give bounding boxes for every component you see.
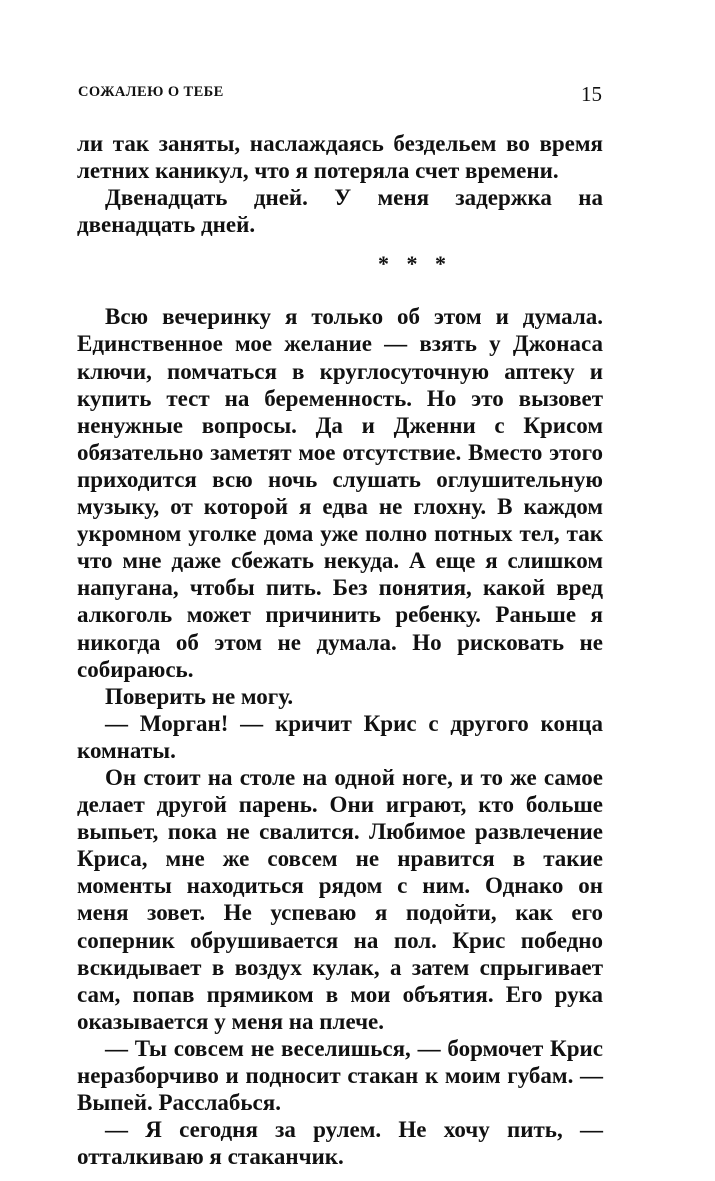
paragraph-2: Двенадцать дней. У меня задержка на двенадцать дней. <box>77 185 603 238</box>
page-number: 15 <box>581 82 602 106</box>
paragraph-5: — Морган! — кричит Крис с другого конца комнаты. <box>77 710 603 763</box>
paragraph-4: Поверить не могу. <box>105 683 294 709</box>
paragraph-3: Всю вечеринку я только об этом и думала. Единственное мое желание — взять у Джонаса ключи, помчаться в круглосуточную аптеку и купить тест на беременность. Но это вызовет ненужные вопросы. Да и Дженни с Крисом обязательно заметят мое отсутствие. Вместо этого приходится всю ночь слушать оглушительную музыку, от которой я едва не глохну. В каждом укромном уголке дома уже полно потных тел, так что мне даже сбежать некуда. А еще я слишком напугана, чтобы пить. Без понятия, какой вред алкоголь может причинить ребенку. Раньше я никогда об этом не думала. Но рисковать не собираюсь. <box>77 304 603 682</box>
paragraph-1: ли так заняты, наслаждаясь бездельем во время летних каникул, что я потеряла счет времени. <box>77 131 603 184</box>
section-separator: * * * <box>378 251 452 277</box>
paragraph-6: Он стоит на столе на одной ноге, и то же самое делает другой парень. Они играют, кто больше выпьет, пока не свалится. Любимое развлечение Криса, мне же совсем не нравится в такие моменты находиться рядом с ним. Однако он меня зовет. Не успеваю я подойти, как его соперник обрушивается на пол. Крис победно вскидывает в воздух кулак, а затем спрыгивает сам, попав прямиком в мои объятия. Его рука оказывается у меня на плече. <box>77 764 603 1034</box>
body-text <box>77 130 603 1170</box>
running-title: СОЖАЛЕЮ О ТЕБЕ <box>78 84 224 100</box>
paragraph-8: — Я сегодня за рулем. Не хочу пить, — отталкиваю я стаканчик. <box>77 1117 603 1170</box>
paragraph-7: — Ты совсем не веселишься, — бормочет Крис неразборчиво и подносит стакан к моим губам. — Выпей. Расслабься. <box>77 1035 603 1116</box>
